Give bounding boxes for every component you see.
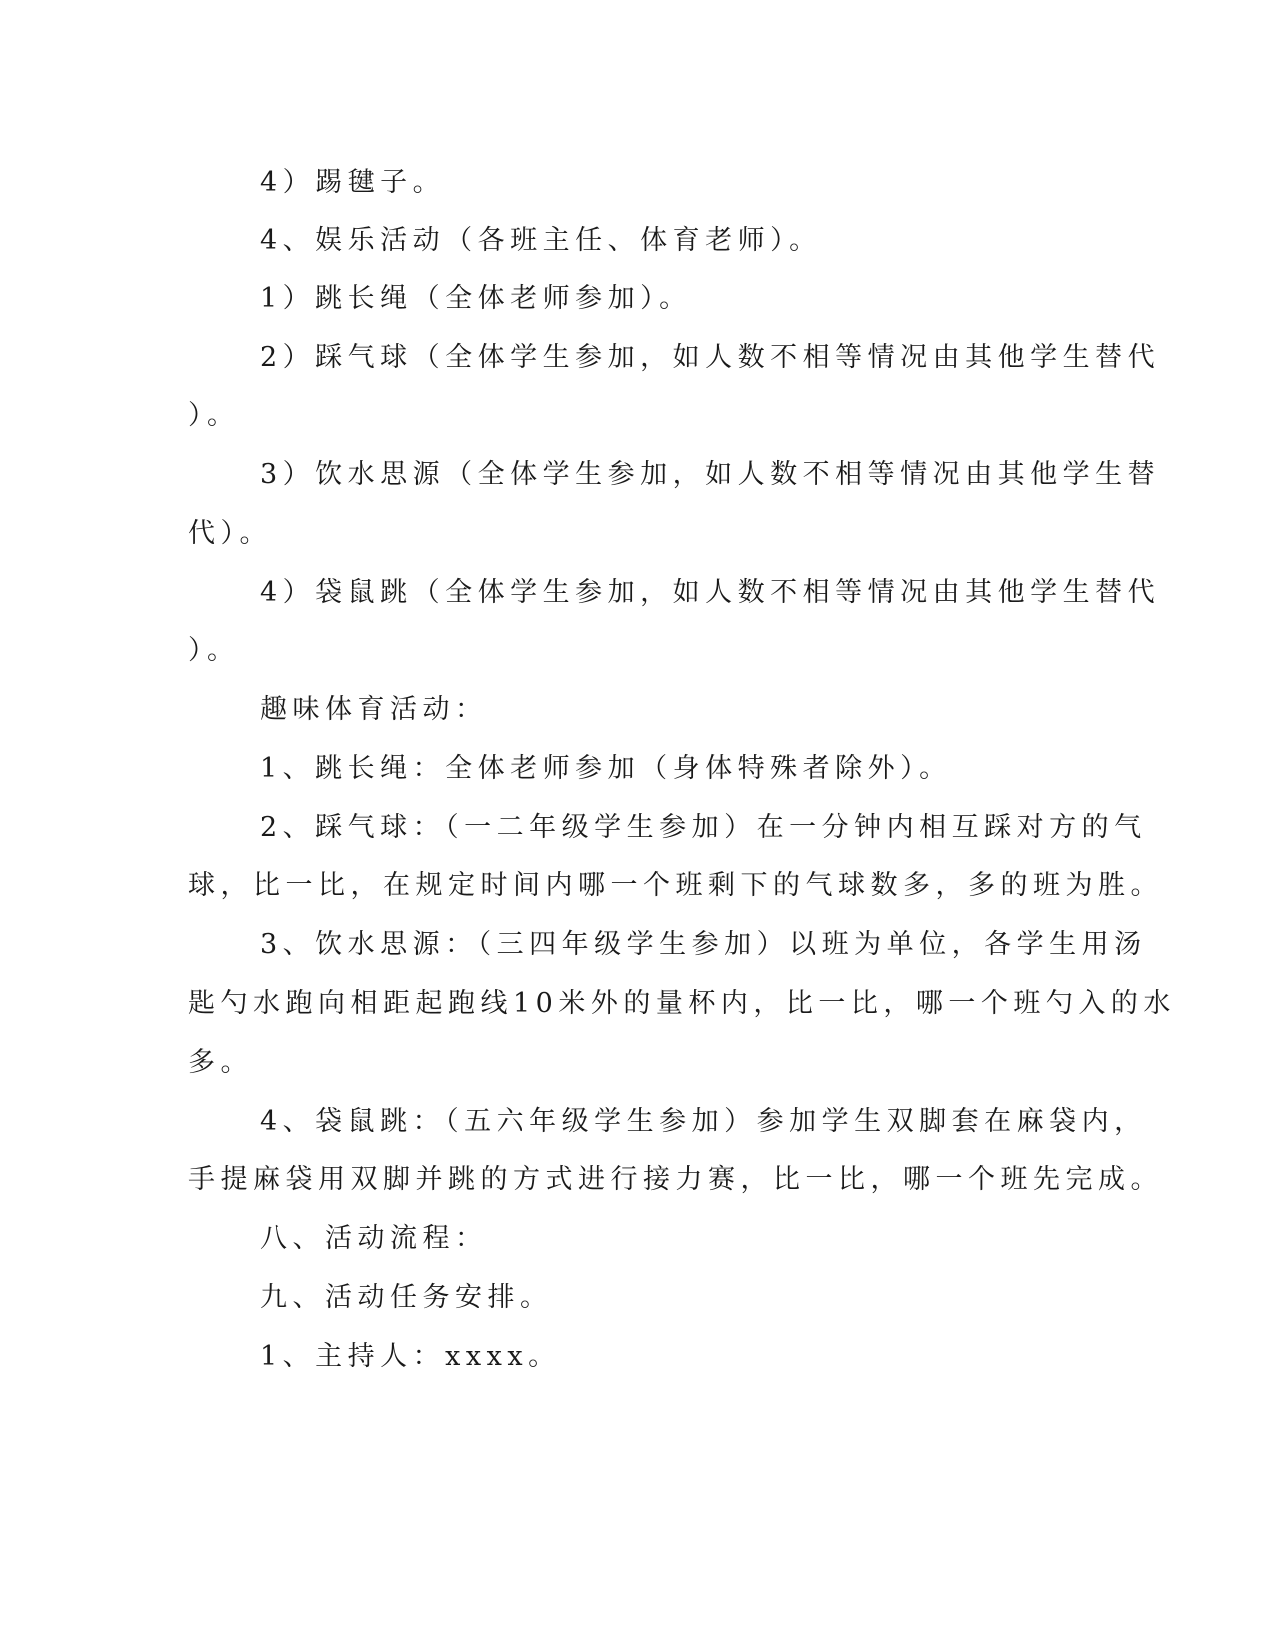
paragraph-line: 2）踩气球（全体学生参加，如人数不相等情况由其他学生替代 xyxy=(260,342,1161,373)
section-heading: 九、活动任务安排。 xyxy=(260,1282,553,1313)
paragraph-line: 4）踢毽子。 xyxy=(260,167,446,198)
paragraph-line: 1）跳长绳（全体老师参加）。 xyxy=(260,283,692,314)
paragraph-line: 多。 xyxy=(188,1047,253,1078)
paragraph-line: ）。 xyxy=(188,400,240,431)
section-heading: 八、活动流程： xyxy=(260,1223,488,1254)
paragraph-line: 2、踩气球：（一二年级学生参加）在一分钟内相互踩对方的气 xyxy=(260,812,1147,843)
paragraph-line: 4、袋鼠跳：（五六年级学生参加）参加学生双脚套在麻袋内， xyxy=(260,1106,1147,1137)
paragraph-line: 3）饮水思源（全体学生参加，如人数不相等情况由其他学生替 xyxy=(260,459,1161,490)
paragraph-line: 1、主持人：xxxx。 xyxy=(260,1341,561,1372)
paragraph-line: 代）。 xyxy=(188,518,272,549)
paragraph-line: 4）袋鼠跳（全体学生参加，如人数不相等情况由其他学生替代 xyxy=(260,577,1161,608)
section-heading: 趣味体育活动： xyxy=(260,694,488,725)
paragraph-line: 手提麻袋用双脚并跳的方式进行接力赛，比一比，哪一个班先完成。 xyxy=(188,1164,1163,1195)
paragraph-line: 球，比一比，在规定时间内哪一个班剩下的气球数多，多的班为胜。 xyxy=(188,870,1163,901)
paragraph-line: 3、饮水思源：（三四年级学生参加）以班为单位，各学生用汤 xyxy=(260,929,1147,960)
paragraph-line: 匙勺水跑向相距起跑线10米外的量杯内，比一比，哪一个班勺入的水 xyxy=(188,988,1176,1019)
paragraph-line: ）。 xyxy=(188,635,240,666)
paragraph-line: 4、娱乐活动（各班主任、体育老师）。 xyxy=(260,225,822,256)
paragraph-line: 1、跳长绳：全体老师参加（身体特殊者除外）。 xyxy=(260,753,952,784)
